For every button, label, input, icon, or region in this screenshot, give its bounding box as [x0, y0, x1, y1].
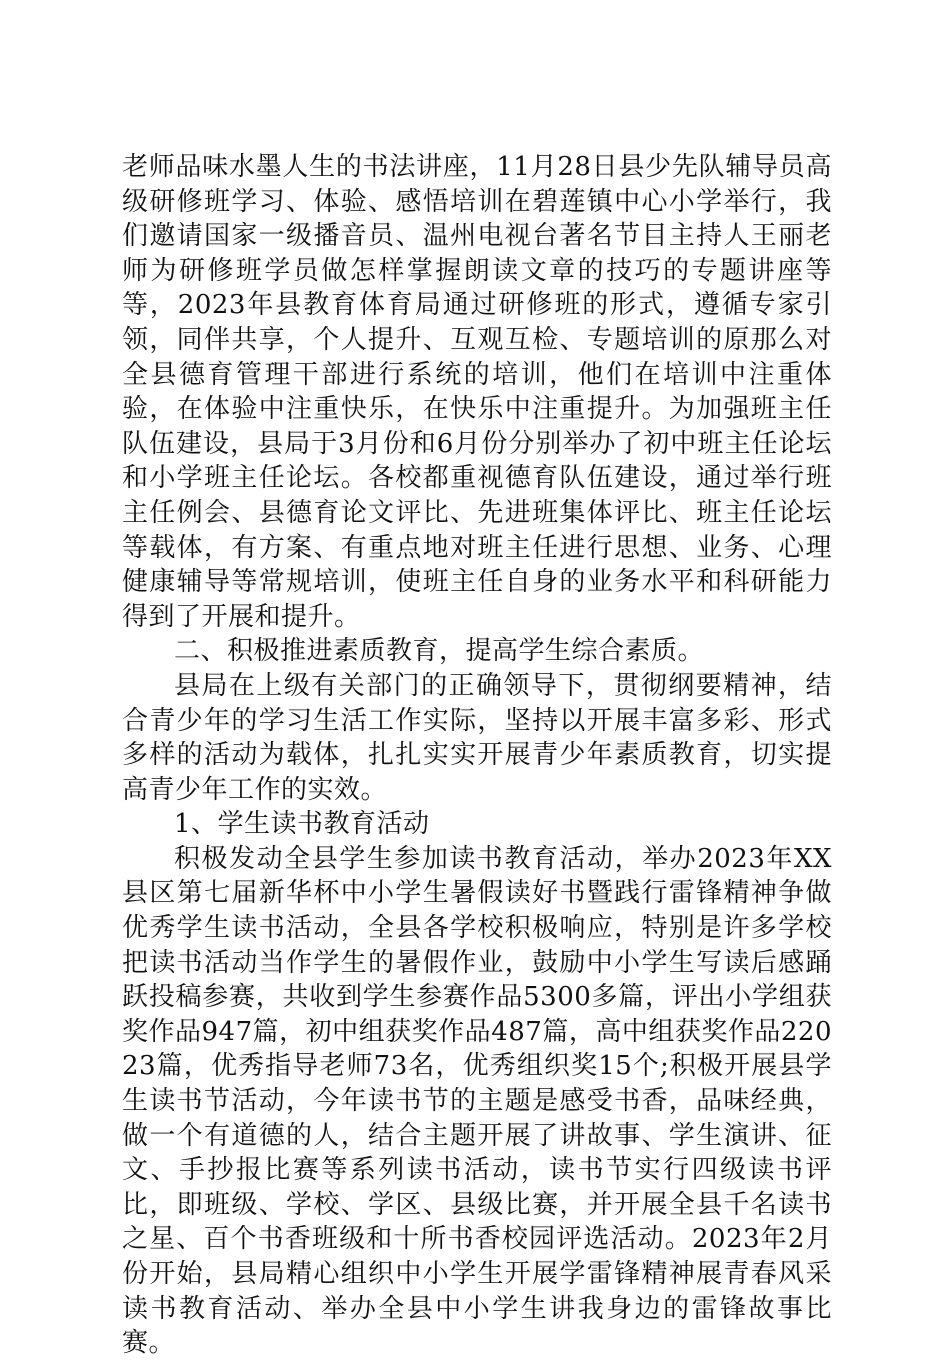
- section-heading-2: 二、积极推进素质教育，提高学生综合素质。: [174, 636, 705, 667]
- paragraph-section-2-intro: 县局在上级有关部门的正确领导下，贯彻纲要精神，结合青少年的学习生活工作实际，坚持以开展丰富多彩、形式多样的活动为载体，扎扎实实开展青少年素质教育，切实提高青少年工作的实效。: [122, 670, 832, 805]
- subsection-heading-1: 1、学生读书教育活动: [174, 809, 430, 840]
- paragraph-reading-activities: 积极发动全县学生参加读书教育活动，举办2023年XX县区第七届新华杯中小学生暑假读好书暨践行雷锋精神争做优秀学生读书活动，全县各学校积极响应，特别是许多学校把读书活动当作学生的暑假作业，鼓励中小学生写读后感踊跃投稿参赛，共收到学生参赛作品5300多篇，评出小学组获奖作品947篇，初中组获奖作品487篇，高中组获奖作品22023篇，优秀指导老师73名，优秀组织奖15个;积极开展县学生读书节活动，今年读书节的主题是感受书香，品味经典，做一个有道德的人，结合主题开展了讲故事、学生演讲、征文、手抄报比赛等系列读书活动，读书节实行四级读书评比，即班级、学校、学区、县级比赛，并开展全县千名读书之星、百个书香班级和十所书香校园评选活动。2023年2月份开始，县局精心组织中小学生开展学雷锋精神展青春风采读书教育活动、举办全县中小学生讲我身边的雷锋故事比赛。: [122, 843, 832, 1359]
- paragraph-continuation: 老师品味水墨人生的书法讲座，11月28日县少先队辅导员高级研修班学习、体验、感悟培训在碧莲镇中心小学举行，我们邀请国家一级播音员、温州电视台著名节目主持人王丽老师为研修班学员做怎样掌握朗读文章的技巧的专题讲座等等，2023年县教育体育局通过研修班的形式，遵循专家引领，同伴共享，个人提升、互观互检、专题培训的原那么对全县德育管理干部进行系统的培训，他们在培训中注重体验，在体验中注重快乐，在快乐中注重提升。为加强班主任队伍建设，县局于3月份和6月份分别举办了初中班主任论坛和小学班主任论坛。各校都重视德育队伍建设，通过举行班主任例会、县德育论文评比、先进班集体评比、班主任论坛等载体，有方案、有重点地对班主任进行思想、业务、心理健康辅导等常规培训，使班主任自身的业务水平和科研能力得到了开展和提升。: [122, 152, 832, 632]
- document-body: [122, 150, 832, 1361]
